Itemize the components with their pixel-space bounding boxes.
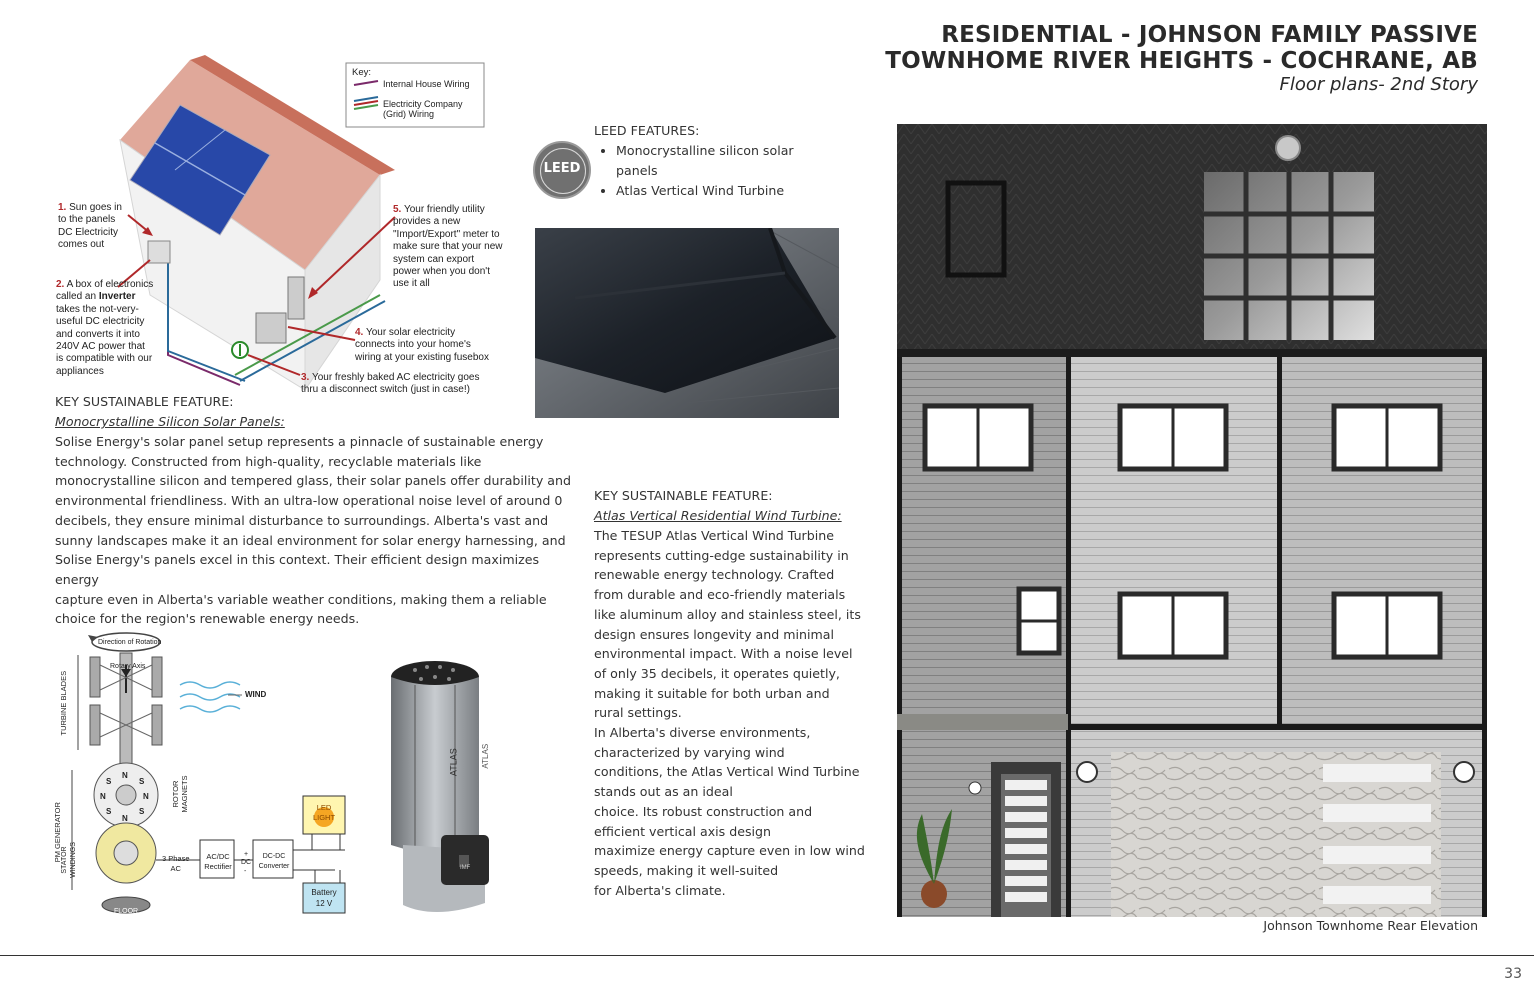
- inverter-box: [148, 241, 170, 263]
- solar-feature-body: Solise Energy's solar panel setup represents a pinnacle of sustainable energy technology. Constructed from high-quality, recyclable materials like monocrystalline silicon and tempered glass, their solar panels offer durability and environmental friendliness. With an ultra-low operational noise level of around 0 decibels, they ensure minimal disturbance to surroundings. Alberta's vast and sunny landscapes make it an ideal environment for solar energy harnessing, and Solise Energy's panels excel in this context. Their efficient design maximizes energy capture even in Alberta's variable weather conditions, making them a reliable choice for the region's renewable energy needs.: [55, 434, 571, 627]
- page-title: [885, 22, 1478, 74]
- wind-turbine-diagram: [50, 625, 360, 920]
- turbine-blade: [152, 705, 162, 745]
- door-light: [969, 782, 981, 794]
- magnet-n-label: N: [122, 771, 128, 780]
- leed-badge: [533, 141, 591, 199]
- step-2-label: 2. A box of electronics called an Inverter takes the not-very- useful DC electricity and converts it into 240V AC power that is compatible with our appliances: [56, 279, 154, 377]
- title-line-1: RESIDENTIAL - JOHNSON FAMILY PASSIVE: [941, 22, 1478, 48]
- page-subtitle: Floor plans- 2nd Story: [1279, 74, 1478, 95]
- key-title: Key:: [352, 67, 372, 78]
- led-light-label: LED LIGHT: [312, 803, 336, 822]
- meter: [288, 277, 304, 319]
- step-4-label: 4. Your solar electricity connects into your home's wiring at your existing fusebox: [355, 327, 489, 363]
- magnet-s-label: S: [106, 777, 112, 786]
- minus-label: -: [244, 868, 247, 875]
- magnet-n-label: N: [143, 792, 149, 801]
- magnet-s-label: S: [139, 807, 145, 816]
- turbine-blade: [152, 657, 162, 697]
- solar-feature-heading: KEY SUSTAINABLE FEATURE:: [55, 394, 234, 409]
- garage-light: [1454, 762, 1474, 782]
- magnet-s-label: S: [106, 807, 112, 816]
- rotor-magnets-label: ROTOR MAGNETS: [171, 775, 189, 813]
- garage-light: [1077, 762, 1097, 782]
- key-grid-wiring: Electricity Company (Grid) Wiring: [383, 99, 463, 119]
- direction-label: Direction of Rotation: [98, 639, 162, 646]
- footer-divider: [0, 955, 1534, 956]
- floor-label: FLOOR: [114, 908, 139, 915]
- wind-feature-body: The TESUP Atlas Vertical Wind Turbine represents cutting-edge sustainability in renewable energy technology. Crafted from durable and eco-friendly materials like aluminum alloy and stainless steel, its design ensures longevity and minimal environmental impact. With a noise level of only 35 decibels, it operates quietly, making it suitable for both urban and rural settings. In Alberta's diverse environments, characterized by varying wind conditions, the Atlas Vertical Wind Turbine stands out as an ideal choice. Its robust construction and efficient vertical axis design maximize energy capture even in low wind speeds, making it well-suited for Alberta's climate.: [594, 528, 865, 898]
- acdc-label: AC/DC Rectifier: [204, 852, 232, 871]
- three-phase-label: 3 Phase AC: [162, 854, 190, 873]
- step-1-label: 1. Sun goes in to the panels DC Electricity comes out: [58, 202, 122, 251]
- dc-label: DC: [241, 859, 252, 866]
- magnet-n-label: N: [100, 792, 106, 801]
- key-internal-wiring: Internal House Wiring: [383, 79, 470, 89]
- elevation-caption: Johnson Townhome Rear Elevation: [1263, 918, 1478, 933]
- turbine-blades-label: TURBINE BLADES: [58, 670, 68, 736]
- magnet-n-label: N: [122, 814, 128, 823]
- leed-features-list: [594, 141, 806, 201]
- stator-windings-label: STATOR WINDINGS: [61, 842, 77, 878]
- wind-label: WIND: [245, 690, 267, 699]
- plus-label: +: [244, 851, 249, 858]
- solar-feature-subheading: Monocrystalline Silicon Solar Panels:: [55, 414, 285, 429]
- atlas-logo: IMF: [460, 865, 471, 871]
- magnet-s-label: S: [139, 777, 145, 786]
- solar-panel-photo: [535, 228, 839, 418]
- leed-heading: LEED FEATURES:: [594, 123, 700, 138]
- turbine-blade: [90, 705, 100, 745]
- leed-feature-item: • Atlas Vertical Wind Turbine: [616, 181, 806, 201]
- turbine-blade: [90, 657, 100, 697]
- roof: [897, 124, 1487, 356]
- townhome-rear-elevation: [897, 124, 1487, 917]
- step-5-label: 5. Your friendly utility provides a new "Import/Export" meter to make sure that your new system can export power when you don't use it all: [393, 204, 503, 290]
- pm-generator-label: PM GENERATOR: [52, 802, 62, 863]
- step-3-label: 3. Your freshly baked AC electricity goes thru a disconnect switch (just in case!): [301, 372, 480, 396]
- dcdc-label: DC-DC Converter: [258, 853, 290, 870]
- rotary-axis-label: Rotary Axis: [110, 663, 146, 670]
- battery-label: Battery 12 V: [311, 888, 337, 908]
- wind-feature-heading: KEY SUSTAINABLE FEATURE:: [594, 488, 773, 503]
- title-line-2: TOWNHOME RIVER HEIGHTS - COCHRANE, AB: [885, 48, 1478, 74]
- wind-feature-subheading: Atlas Vertical Residential Wind Turbine:: [594, 508, 842, 523]
- atlas-brand-text: ATLAS: [448, 748, 459, 777]
- roof-vent: [1276, 136, 1300, 160]
- atlas-brand-text-2: ATLAS: [481, 743, 491, 769]
- leed-feature-item: • Monocrystalline silicon solar panels: [616, 141, 806, 181]
- entry-canopy: [897, 714, 1068, 730]
- leed-badge-text: LEED: [543, 161, 581, 176]
- atlas-turbine-product: [385, 655, 500, 920]
- fusebox: [256, 313, 286, 343]
- page-number: 33: [1504, 966, 1522, 982]
- potted-plant: [921, 880, 947, 908]
